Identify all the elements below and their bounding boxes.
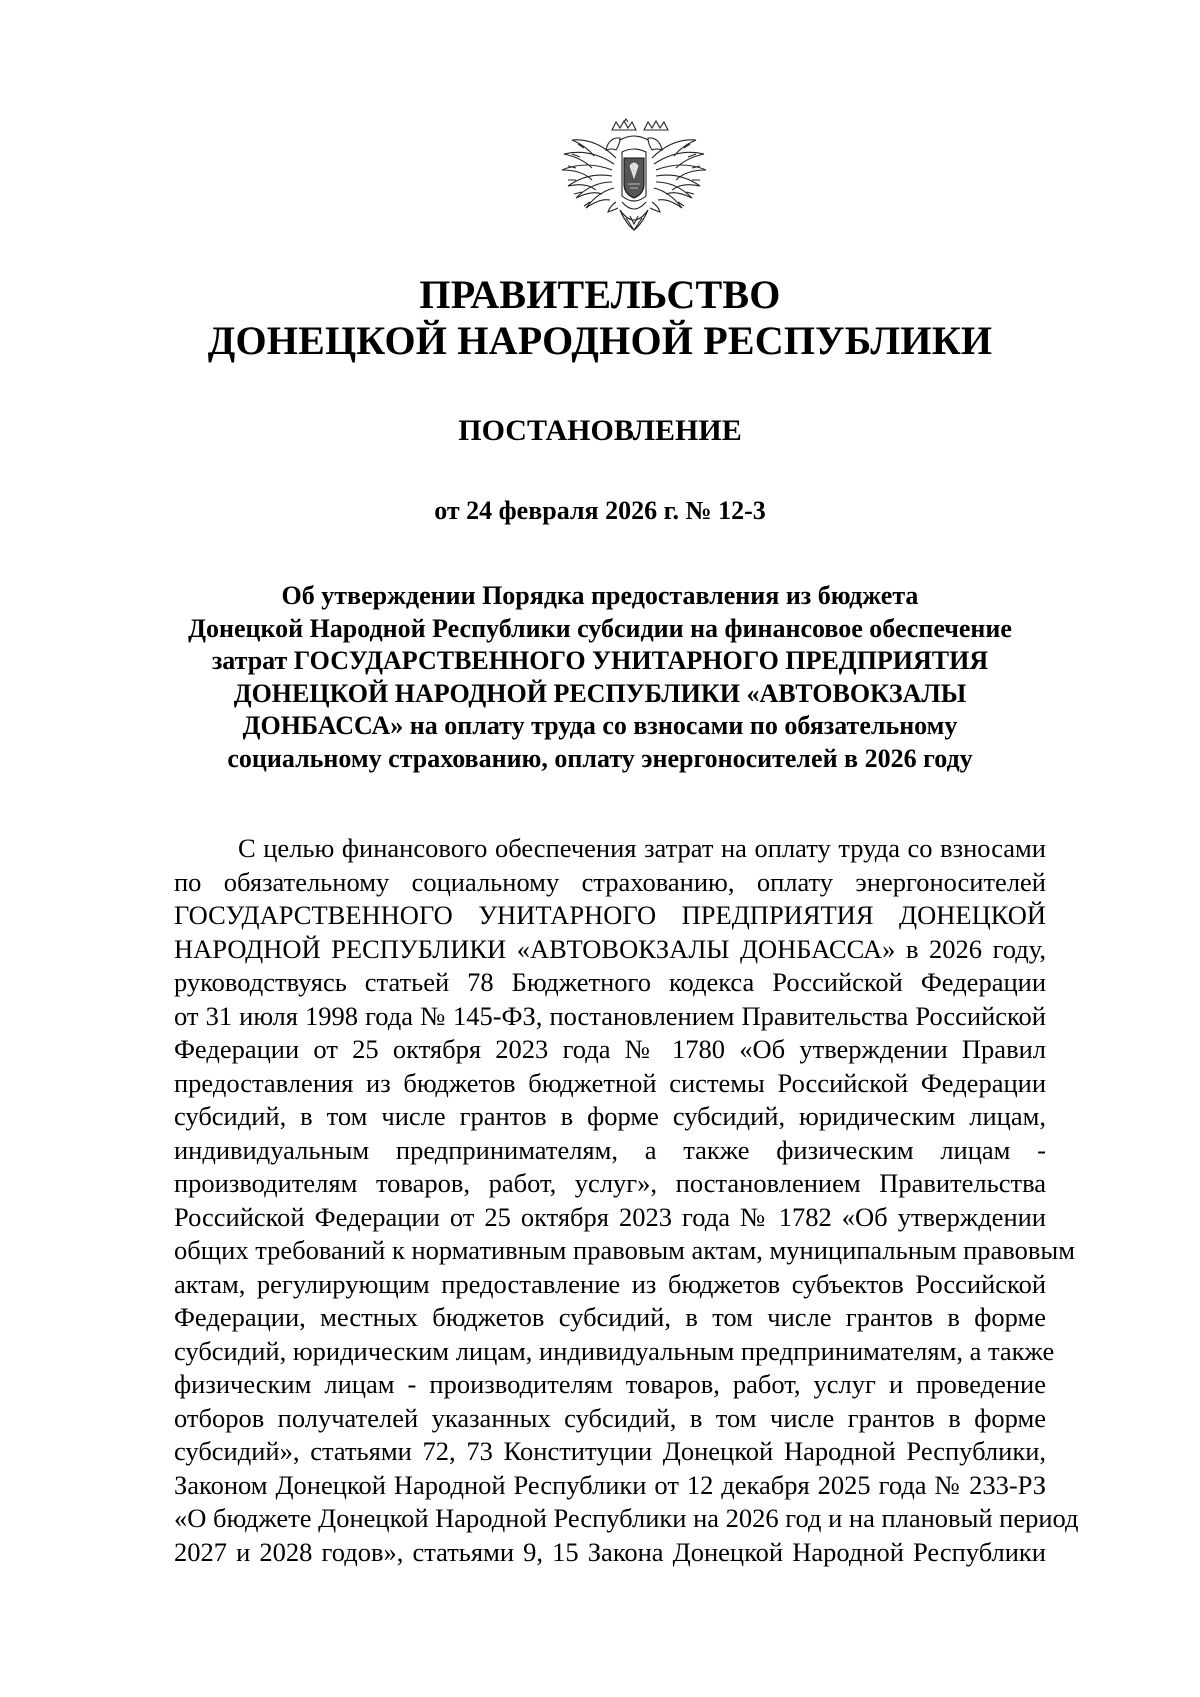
- body-line: Федерации, местных бюджетов субсидий, в том числе грантов в форме: [174, 1302, 1046, 1332]
- body-line: Российской Федерации от 25 октября 2023 года № 1782 «Об утверждении: [174, 1201, 1046, 1232]
- body-line: от 31 июля 1998 года № 145-ФЗ, постановлением Правительства Российской: [174, 1000, 1046, 1031]
- body-line: «О бюджете Донецкой Народной Республики на 2026 год и на плановый период: [174, 1503, 1079, 1533]
- title-line: ДОНЕЦКОЙ НАРОДНОЙ РЕСПУБЛИКИ «АВТОВОКЗАЛЫ: [233, 678, 967, 708]
- title-line: Донецкой Народной Республики субсидии на финансовое обеспечение: [188, 613, 1012, 643]
- eagle-coat-of-arms-icon: [560, 118, 708, 256]
- body-line: руководствуясь статьей 78 Бюджетного кодекса Российской Федерации: [174, 967, 1046, 997]
- body-line: субсидий», статьями 72, 73 Конституции Донецкой Народной Республики,: [174, 1436, 1046, 1466]
- body-line: по обязательному социальному страхованию, оплату энергоносителей: [174, 866, 1046, 897]
- body-line: 2027 и 2028 годов», статьями 9, 15 Закона Донецкой Народной Республики: [174, 1536, 1046, 1567]
- body-line: субсидий, в том числе грантов в форме субсидий, юридическим лицам,: [174, 1101, 1046, 1131]
- title-line: ДОНБАССА» на оплату труда со взносами по обязательному: [242, 711, 958, 740]
- organization-name-line-1: ПРАВИТЕЛЬСТВО: [419, 272, 781, 317]
- body-line: физическим лицам - производителям товаров, работ, услуг и проведение: [174, 1369, 1046, 1399]
- organization-name-line-2: ДОНЕЦКОЙ НАРОДНОЙ РЕСПУБЛИКИ: [207, 318, 993, 363]
- body-line: НАРОДНОЙ РЕСПУБЛИКИ «АВТОВОКЗАЛЫ ДОНБАССА» в 2026 году,: [174, 933, 1046, 964]
- body-line: общих требований к нормативным правовым актам, муниципальным правовым: [174, 1235, 1075, 1265]
- title-line: социальному страхованию, оплату энергоносителей в 2026 году: [227, 743, 973, 773]
- body-line: Федерации от 25 октября 2023 года № 1780 «Об утверждении Правил: [174, 1034, 1046, 1064]
- body-paragraph: [174, 832, 1079, 1569]
- title-line: Об утверждении Порядка предоставления из бюджета: [281, 581, 919, 610]
- body-line: индивидуальным предпринимателям, а также физическим лицам -: [174, 1134, 1046, 1165]
- body-line: Законом Донецкой Народной Республики от 12 декабря 2025 года № 233-РЗ: [174, 1469, 1046, 1500]
- body-line: субсидий, юридическим лицам, индивидуальным предпринимателям, а также: [174, 1335, 1055, 1366]
- document-type: ПОСТАНОВЛЕНИЕ: [458, 414, 742, 447]
- document-title: [150, 580, 1050, 775]
- body-line: С целью финансового обеспечения затрат на оплату труда со взносами: [238, 833, 1046, 863]
- title-line: затрат ГОСУДАРСТВЕННОГО УНИТАРНОГО ПРЕДПРИЯТИЯ: [211, 646, 989, 675]
- body-line: предоставления из бюджетов бюджетной системы Российской Федерации: [174, 1067, 1046, 1098]
- document-date-number: от 24 февраля 2026 г. № 12-3: [434, 496, 766, 525]
- body-line: ГОСУДАРСТВЕННОГО УНИТАРНОГО ПРЕДПРИЯТИЯ ДОНЕЦКОЙ: [174, 900, 1046, 930]
- body-line: отборов получателей указанных субсидий, в том числе грантов в форме: [174, 1402, 1046, 1433]
- body-line: производителям товаров, работ, услуг», постановлением Правительства: [174, 1168, 1046, 1198]
- body-line: актам, регулирующим предоставление из бюджетов субъектов Российской: [174, 1268, 1046, 1299]
